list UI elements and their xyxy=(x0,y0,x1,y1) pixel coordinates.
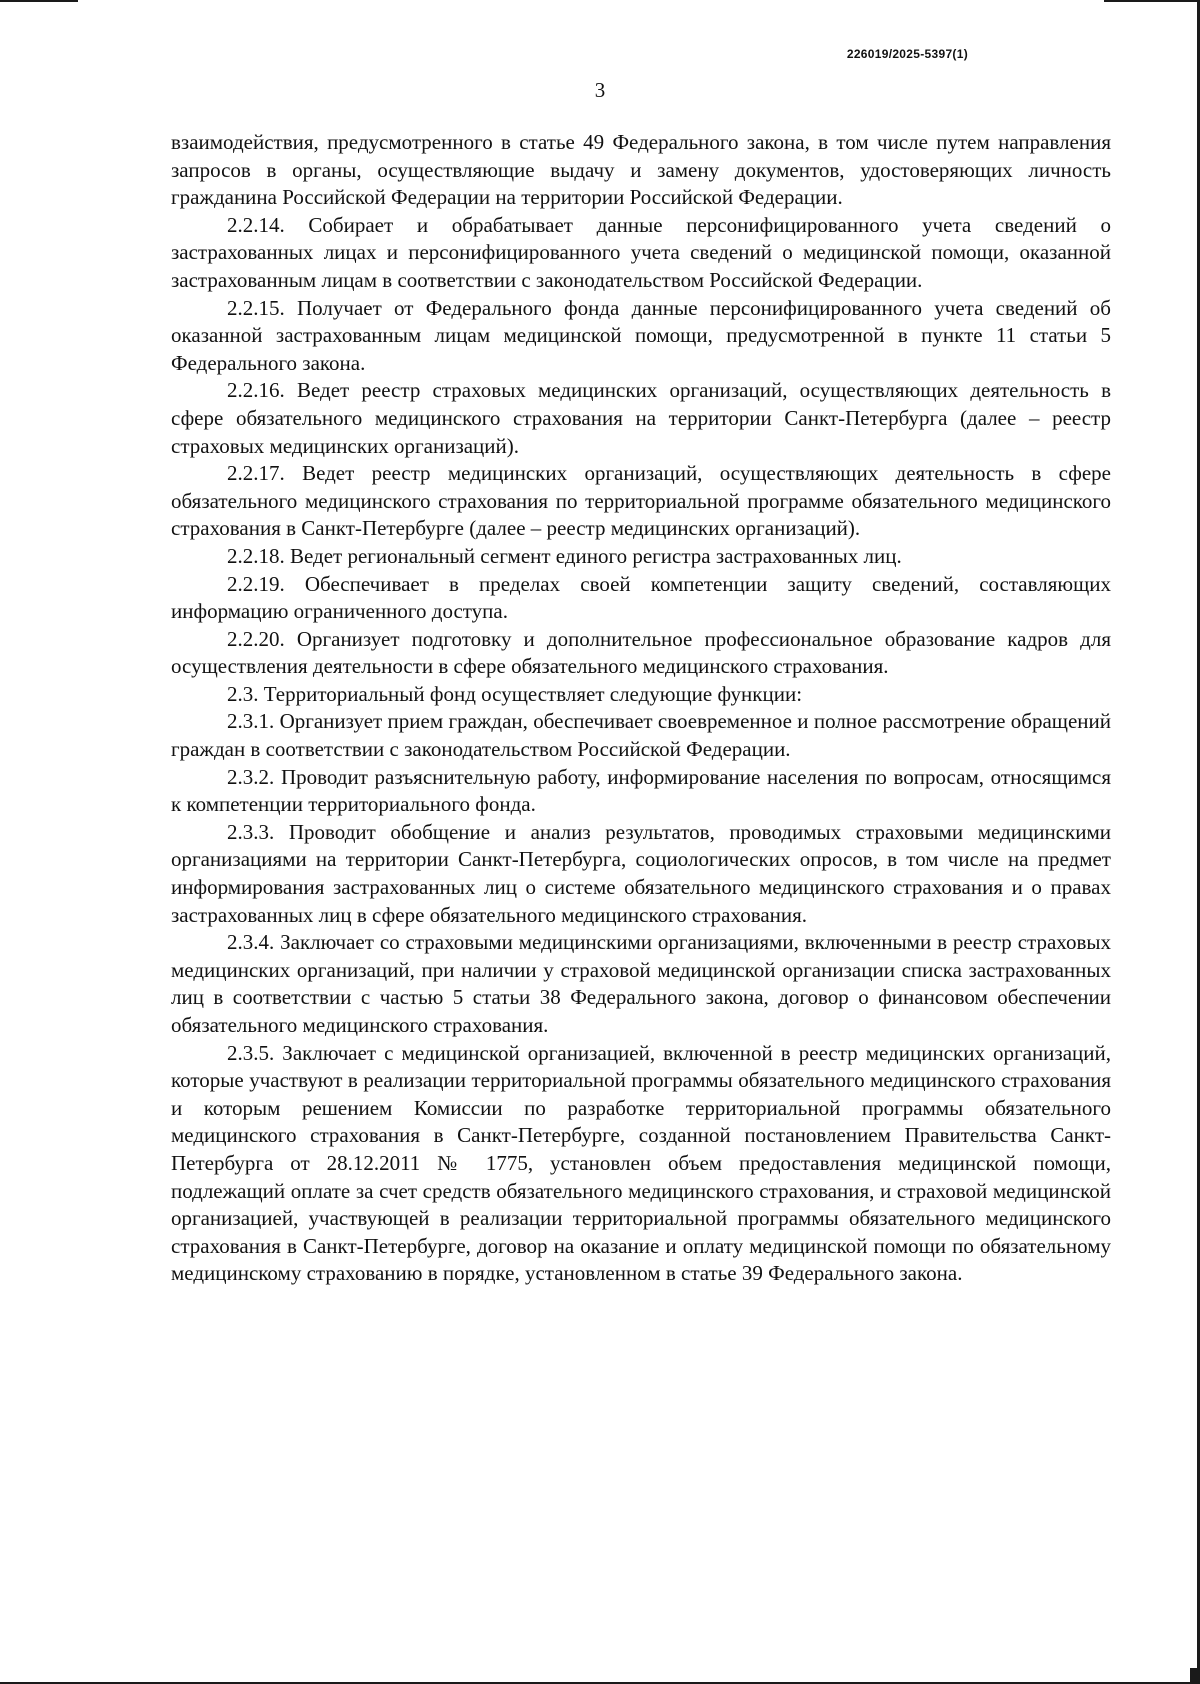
paragraph-2-2-18: 2.2.18. Ведет региональный сегмент единого регистра застрахованных лиц. xyxy=(227,543,902,568)
paragraph-2-2-17: 2.2.17. Ведет реестр медицинских организаций, осуществляющих деятельность в сфере обязательного медицинского страхования по территориальной программе обязательного медицинского страхования в Санкт-Петербурге (далее – реестр медицинских организаций). xyxy=(171,461,1111,541)
paragraph-continuation: взаимодействия, предусмотренного в статье 49 Федерального закона, в том числе путем направления запросов в органы, осуществляющие выдачу и замену документов, удостоверяющих личность гражданина Российской Федерации на территории Российской Федерации. xyxy=(171,130,1111,210)
paragraph-2-2-20: 2.2.20. Организует подготовку и дополнительное профессиональное образование кадров для осуществления деятельности в сфере обязательного медицинского страхования. xyxy=(171,626,1111,679)
scan-border-top-left xyxy=(0,0,78,2)
document-body xyxy=(171,129,1111,1288)
paragraph-2-3-4: 2.3.4. Заключает со страховыми медицинскими организациями, включенными в реестр страховых медицинских организаций, при наличии у страховой медицинской организации списка застрахованных лиц в соответствии с частью 5 статьи 38 Федерального закона, договор о финансовом обеспечении обязательного медицинского страхования. xyxy=(171,930,1111,1037)
paragraph-2-2-16: 2.2.16. Ведет реестр страховых медицинских организаций, осуществляющих деятельность в сфере обязательного медицинского страхования на территории Санкт-Петербурга (далее – реестр страховых медицинских организаций). xyxy=(171,378,1111,458)
paragraph-2-2-14: 2.2.14. Собирает и обрабатывает данные персонифицированного учета сведений о застрахованных лицах и персонифицированного учета сведений о медицинской помощи, оказанной застрахованным лицам в соответствии с законодательством Российской Федерации. xyxy=(171,212,1111,292)
page-number: 3 xyxy=(594,78,606,102)
paragraph-2-2-15: 2.2.15. Получает от Федерального фонда данные персонифицированного учета сведений об оказанной застрахованным лицам медицинской помощи, предусмотренной в пункте 11 статьи 5 Федерального закона. xyxy=(171,295,1111,375)
document-registration-number: 226019/2025-5397(1) xyxy=(846,47,968,61)
paragraph-2-3-2: 2.3.2. Проводит разъяснительную работу, информирование населения по вопросам, относящимся к компетенции территориального фонда. xyxy=(171,764,1111,817)
paragraph-2-3: 2.3. Территориальный фонд осуществляет следующие функции: xyxy=(227,681,803,706)
paragraph-2-2-19: 2.2.19. Обеспечивает в пределах своей компетенции защиту сведений, составляющих информацию ограниченного доступа. xyxy=(171,571,1111,624)
scan-border-top-right xyxy=(1104,0,1200,2)
paragraph-2-3-5: 2.3.5. Заключает с медицинской организацией, включенной в реестр медицинских организаций, которые участвуют в реализации территориальной программы обязательного медицинского страхования и которым решением Комиссии по разработке территориальной программы обязательного медицинского страхования в Санкт-Петербурге, созданной постановлением Правительства Санкт-Петербурга от 28.12.2011 № 1775, установлен объем предоставления медицинской помощи, подлежащий оплате за счет средств обязательного медицинского страхования, и страховой медицинской организацией, участвующей в реализации территориальной программы обязательного медицинского страхования в Санкт-Петербурге, договор на оказание и оплату медицинской помощи по обязательному медицинскому страхованию в порядке, установленном в статье 39 Федерального закона. xyxy=(171,1040,1111,1286)
paragraph-2-3-1: 2.3.1. Организует прием граждан, обеспечивает своевременное и полное рассмотрение обращений граждан в соответствии с законодательством Российской Федерации. xyxy=(171,709,1111,762)
scan-border-corner xyxy=(1190,1668,1200,1684)
paragraph-2-3-3: 2.3.3. Проводит обобщение и анализ результатов, проводимых страховыми медицинскими организациями на территории Санкт-Петербурга, социологических опросов, в том числе на предмет информирования застрахованных лиц о системе обязательного медицинского страхования и о правах застрахованных лиц в сфере обязательного медицинского страхования. xyxy=(171,819,1111,927)
